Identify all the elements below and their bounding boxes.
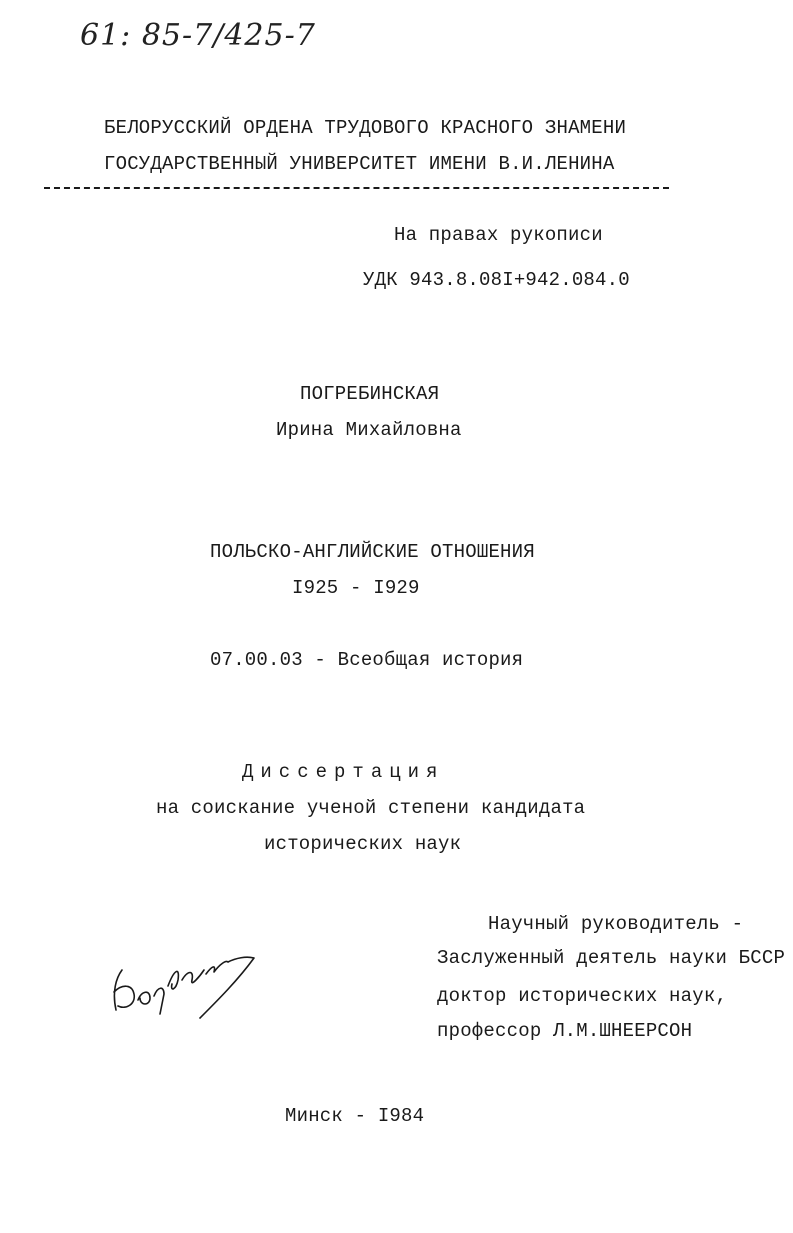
archive-number: 61: 85-7/425-7 — [80, 18, 316, 53]
dissertation-field-line: исторических наук — [264, 833, 462, 855]
supervisor-title: Заслуженный деятель науки БССР — [437, 947, 786, 969]
supervisor-degree: доктор исторических наук, — [437, 985, 728, 1007]
supervisor-name: профессор Л.М.ШНЕЕРСОН — [437, 1020, 693, 1042]
author-signature — [108, 940, 268, 1030]
supervisor-label: Научный руководитель - — [488, 913, 744, 935]
udk-code: УДК 943.8.08I+942.084.0 — [363, 269, 630, 291]
specialty-code: 07.00.03 - Всеобщая история — [210, 649, 524, 671]
author-surname: ПОГРЕБИНСКАЯ — [300, 383, 440, 405]
rights-notice: На правах рукописи — [394, 224, 603, 246]
header-line-1: БЕЛОРУССКИЙ ОРДЕНА ТРУДОВОГО КРАСНОГО ЗНАМЕНИ — [104, 117, 627, 139]
thesis-title: ПОЛЬСКО-АНГЛИЙСКИЕ ОТНОШЕНИЯ — [210, 541, 535, 563]
place-and-year: Минск - I984 — [285, 1105, 425, 1127]
header-line-2: ГОСУДАРСТВЕННЫЙ УНИВЕРСИТЕТ ИМЕНИ В.И.ЛЕНИНА — [104, 153, 615, 175]
dissertation-degree-line: на соискание ученой степени кандидата — [156, 797, 586, 819]
author-name: Ирина Михайловна — [276, 419, 462, 441]
thesis-years: I925 - I929 — [292, 577, 420, 599]
dashed-divider — [44, 187, 669, 189]
dissertation-heading: Диссертация — [242, 761, 445, 783]
